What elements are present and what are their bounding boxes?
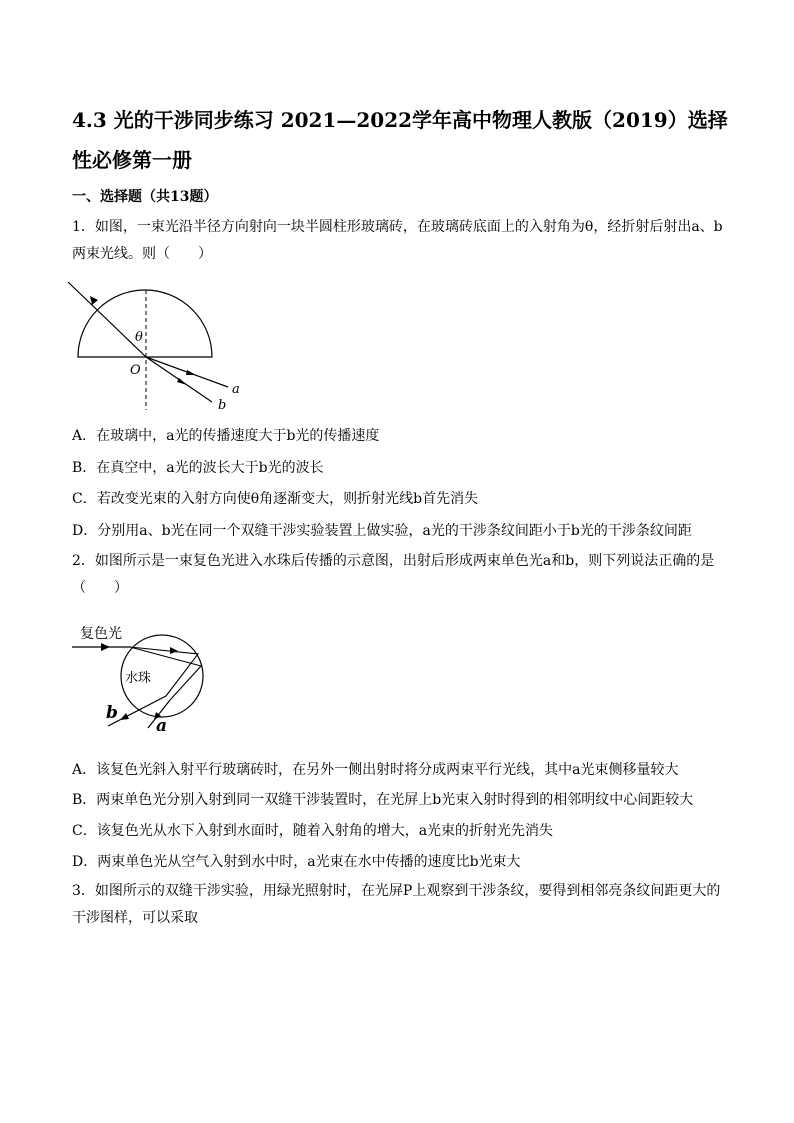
question-1-option-c: C．若改变光束的入射方向使θ角逐渐变大，则折射光线b首先消失 (72, 491, 479, 507)
question-2-option-c: C．该复色光从水下入射到水面时，随着入射角的增大，a光束的折射光先消失 (72, 823, 554, 839)
semicircle-glass-brick (78, 290, 212, 357)
label-b: b (106, 703, 118, 723)
origin-label: O (130, 363, 141, 378)
ray-b-arrow-icon (177, 378, 187, 385)
inner-arrow-icon (170, 647, 178, 654)
document-title: 4.3 光的干涉同步练习 2021—2022学年高中物理人教版（2019）选择性必修第一册 (72, 108, 728, 172)
question-1-option-d: D．分别用a、b光在同一个双缝干涉实验装置上做实验，a光的干涉条纹间距小于b光的干涉条纹间距 (72, 523, 692, 539)
question-3-stem: 3．如图所示的双缝干涉实验，用绿光照射时，在光屏P上观察到干涉条纹，要得到相邻亮条纹间距更大的干涉图样，可以采取 (72, 883, 721, 926)
question-2-option-a: A．该复色光斜入射平行玻璃砖时，在另外一侧出射时将分成两束平行光线，其中a光束侧移量较大 (72, 762, 679, 778)
exit-ray-b-arrow-icon (120, 713, 129, 720)
ray-a-arrow-icon (186, 370, 196, 375)
question-1-option-a: A．在玻璃中，a光的传播速度大于b光的传播速度 (72, 428, 380, 444)
incident-ray (68, 282, 146, 357)
section-heading: 一、选择题（共13题） (72, 189, 218, 205)
compound-light-label: 复色光 (80, 626, 122, 642)
question-1-figure (60, 274, 250, 420)
label-a: a (232, 382, 240, 397)
question-2-option-d: D．两束单色光从空气入射到水中时，a光束在水中传播的速度比b光束大 (72, 854, 521, 870)
incoming-arrow-icon (101, 643, 110, 651)
question-2-option-b: B．两束单色光分别入射到同一双缝干涉装置时，在光屏上b光束入射时得到的相邻明纹中心间距较大 (72, 792, 694, 808)
label-b: b (218, 398, 227, 413)
question-2-figure (70, 618, 220, 738)
theta-label: θ (135, 330, 143, 345)
question-1-stem: 1．如图，一束光沿半径方向射向一块半圆柱形玻璃砖，在玻璃砖底面上的入射角为θ，经折射后射出a、b两束光线。则（ ） (72, 219, 723, 262)
question-2-stem: 2．如图所示是一束复色光进入水珠后传播的示意图，出射后形成两束单色光a和b，则下列说法正确的是（ ） (72, 553, 715, 596)
label-a: a (156, 716, 168, 736)
water-drop-label: 水珠 (125, 671, 152, 686)
question-1-option-b: B．在真空中，a光的波长大于b光的波长 (72, 460, 324, 476)
